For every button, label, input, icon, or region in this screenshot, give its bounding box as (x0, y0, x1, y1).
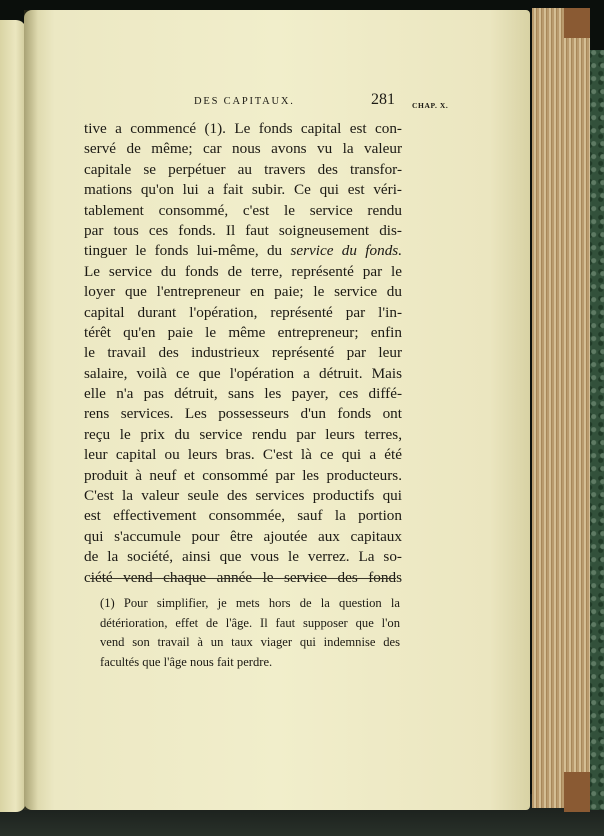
page-fore-edge (532, 8, 590, 808)
text-line: C'est la valeur seule des services productifs qui (84, 487, 402, 505)
footnote-line: facultés que l'âge nous fait perdre. (100, 654, 273, 669)
page-gutter (24, 10, 38, 810)
text-line: térêt qu'en paie le même entrepreneur; enfin (84, 323, 402, 341)
text-line: par tous ces fonds. Il faut soigneusement dis- (84, 221, 402, 239)
leather-corner-top (564, 8, 590, 38)
footnote-line: détérioration, effet de l'âge. Il faut supposer que l'on (100, 615, 400, 630)
chapter-margin-note: CHAP. X. (412, 101, 449, 110)
text-line: le travail des industrieux représenté par leur (84, 344, 402, 362)
text-line: elle n'a pas détruit, sans les payer, ces diffé- (84, 385, 402, 403)
leather-corner-bottom (564, 772, 590, 812)
text-line: capitale se perpétuer au travers des transfor- (84, 160, 402, 178)
text-line: loyer que l'entrepreneur en paie; le service du (84, 283, 402, 301)
text-line: leur capital ou leurs bras. C'est là ce qui a été (84, 446, 402, 464)
text-line: Le service du fonds de terre, représenté par le (84, 262, 402, 280)
footnote-separator (90, 578, 396, 579)
book-page (24, 10, 530, 810)
text-line: qui s'accumule pour être ajoutée aux capitaux (84, 527, 402, 545)
running-title: DES CAPITAUX. (194, 96, 295, 107)
text-line-roman: tinguer le fonds lui-même, du (84, 242, 291, 260)
text-line: tive a commencé (1). Le fonds capital est con- (84, 120, 402, 137)
text-line: mations qu'on lui a fait subir. Ce qui est véri- (84, 181, 402, 199)
text-line: reçu le prix du service rendu par leurs terres, (84, 425, 402, 443)
text-line: salaire, voilà ce que l'opération a détruit. Mais (84, 364, 402, 382)
facing-page-edge (0, 20, 26, 812)
italic-phrase: service du fonds. (290, 242, 402, 260)
text-line: produit à neuf et consommé par les producteurs. (84, 466, 402, 484)
text-line: servé de même; car nous avons vu la valeur (84, 140, 402, 158)
footnote-line: (1) Pour simplifier, je mets hors de la question la (100, 596, 400, 610)
footnote-line: vend son travail à un taux viager qui indemnise des (100, 635, 400, 649)
text-line: capital durant l'opération, représenté par l'in- (84, 303, 402, 321)
text-line: ciété vend chaque année le service des fonds (84, 568, 402, 586)
footnote (100, 594, 400, 672)
text-line: tablement consommé, c'est le service rendu (84, 201, 402, 219)
text-line (84, 241, 402, 261)
text-line: de la société, ainsi que vous le verrez. La so- (84, 548, 402, 566)
body-text (84, 119, 402, 588)
text-line: rens services. Les possesseurs d'un fonds ont (84, 405, 402, 423)
page-number: 281 (371, 91, 395, 108)
text-line: est effectivement consommée, sauf la portion (84, 507, 402, 525)
